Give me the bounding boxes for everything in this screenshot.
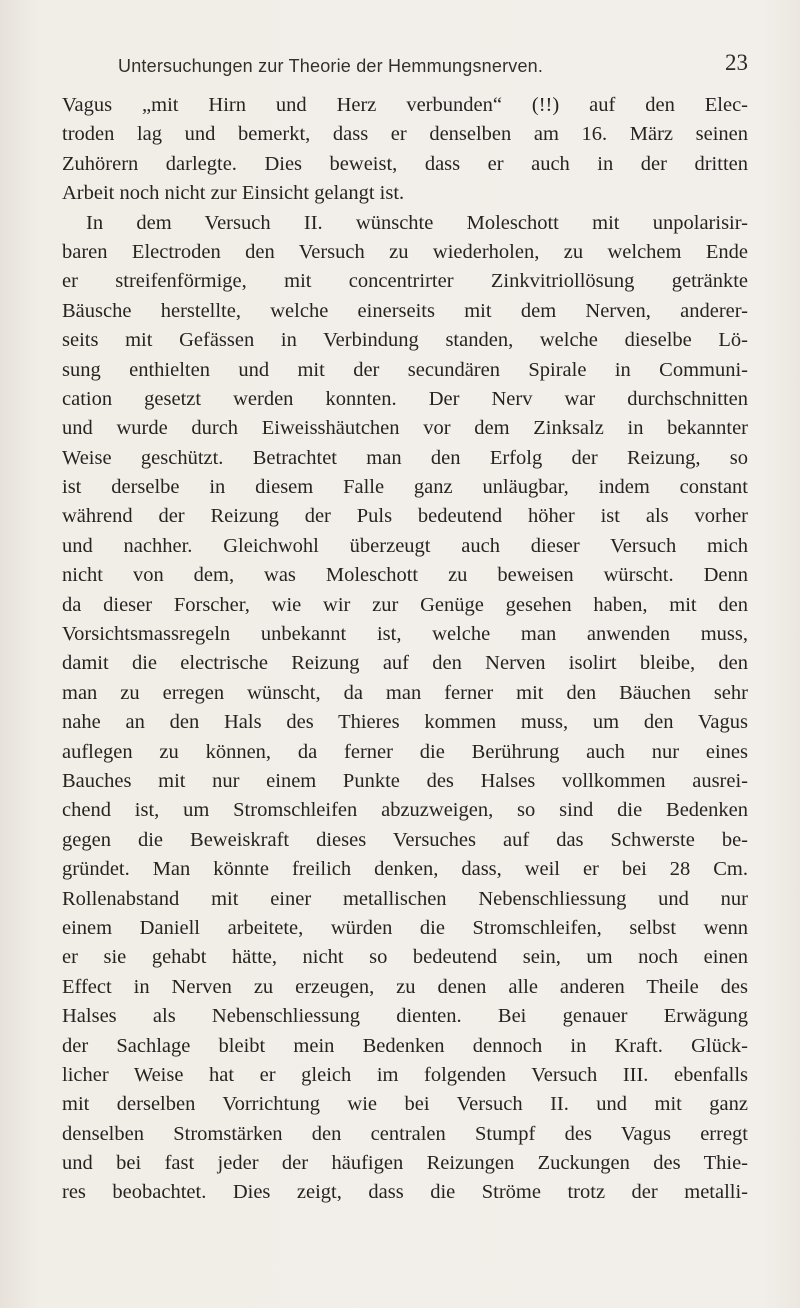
- text-line: gegen die Beweiskraft dieses Versuches auf das Schwerste be-: [62, 828, 748, 851]
- text-line: licher Weise hat er gleich im folgenden Versuch III. ebenfalls: [62, 1063, 748, 1086]
- text-line: troden lag und bemerkt, dass er denselben am 16. März seinen: [62, 123, 748, 146]
- text-line: auflegen zu können, da ferner die Berührung auch nur eines: [62, 740, 748, 763]
- text-line: und wurde durch Eiweisshäutchen vor dem Zinksalz in bekannter: [62, 417, 748, 440]
- text-line: Bauches mit nur einem Punkte des Halses vollkommen ausrei-: [62, 769, 748, 792]
- text-line: Halses als Nebenschliessung dienten. Bei genauer Erwägung: [62, 1005, 748, 1028]
- text-line: Effect in Nerven zu erzeugen, zu denen alle anderen Theile des: [62, 975, 748, 998]
- text-line: Vagus „mit Hirn und Herz verbunden“ (!!) auf den Elec-: [62, 94, 748, 116]
- text-line: chend ist, um Stromschleifen abzuzweigen, so sind die Bedenken: [62, 799, 748, 822]
- text-line: Zuhörern darlegte. Dies beweist, dass er auch in der dritten: [62, 152, 748, 175]
- text-line: Vorsichtsmassregeln unbekannt ist, welche man anwenden muss,: [62, 623, 748, 646]
- text-line: er streifenförmige, mit concentrirter Zinkvitriollösung getränkte: [62, 270, 748, 293]
- running-title: Untersuchungen zur Theorie der Hemmungsnerven.: [118, 56, 544, 76]
- text-line: ist derselbe in diesem Falle ganz unläugbar, indem constant: [62, 476, 748, 499]
- text-line: damit die electrische Reizung auf den Nerven isolirt bleibe, den: [62, 652, 748, 675]
- text-line: Arbeit noch nicht zur Einsicht gelangt ist.: [62, 182, 405, 205]
- text-line: sung enthielten und mit der secundären Spirale in Communi-: [62, 358, 748, 381]
- text-line: und nachher. Gleichwohl überzeugt auch dieser Versuch mich: [62, 534, 748, 557]
- text-line: cation gesetzt werden konnten. Der Nerv war durchschnitten: [62, 387, 748, 410]
- running-header: [118, 50, 748, 86]
- text-line: baren Electroden den Versuch zu wiederholen, zu welchem Ende: [62, 240, 748, 263]
- text-line: Bäusche herstellte, welche einerseits mit dem Nerven, anderer-: [62, 299, 748, 322]
- text-line: seits mit Gefässen in Verbindung standen, welche dieselbe Lö-: [62, 329, 748, 352]
- text-line: Weise geschützt. Betrachtet man den Erfolg der Reizung, so: [62, 446, 748, 469]
- text-line: nahe an den Hals des Thieres kommen muss, um den Vagus: [62, 711, 748, 734]
- text-line: nicht von dem, was Moleschott zu beweisen würscht. Denn: [62, 564, 748, 587]
- text-line: er sie gehabt hätte, nicht so bedeutend sein, um noch einen: [62, 946, 748, 969]
- text-line: gründet. Man könnte freilich denken, dass, weil er bei 28 Cm.: [62, 858, 748, 881]
- text-line: denselben Stromstärken den centralen Stumpf des Vagus erregt: [62, 1122, 748, 1145]
- text-line: man zu erregen wünscht, da man ferner mit den Bäuchen sehr: [62, 681, 748, 704]
- text-line: da dieser Forscher, wie wir zur Genüge gesehen haben, mit den: [62, 593, 748, 616]
- text-line: res beobachtet. Dies zeigt, dass die Ströme trotz der metalli-: [62, 1181, 748, 1204]
- body-text: [62, 91, 748, 1208]
- text-line: und bei fast jeder der häufigen Reizungen Zuckungen des Thie-: [62, 1152, 748, 1175]
- text-line: während der Reizung der Puls bedeutend höher ist als vorher: [62, 505, 748, 528]
- text-line: mit derselben Vorrichtung wie bei Versuch II. und mit ganz: [62, 1093, 748, 1116]
- text-line: einem Daniell arbeitete, würden die Stromschleifen, selbst wenn: [62, 916, 748, 939]
- text-line: In dem Versuch II. wünschte Moleschott mit unpolarisir-: [86, 211, 748, 234]
- page-number: 23: [725, 50, 748, 75]
- text-line: Rollenabstand mit einer metallischen Nebenschliessung und nur: [62, 887, 748, 910]
- text-line: der Sachlage bleibt mein Bedenken dennoch in Kraft. Glück-: [62, 1034, 748, 1057]
